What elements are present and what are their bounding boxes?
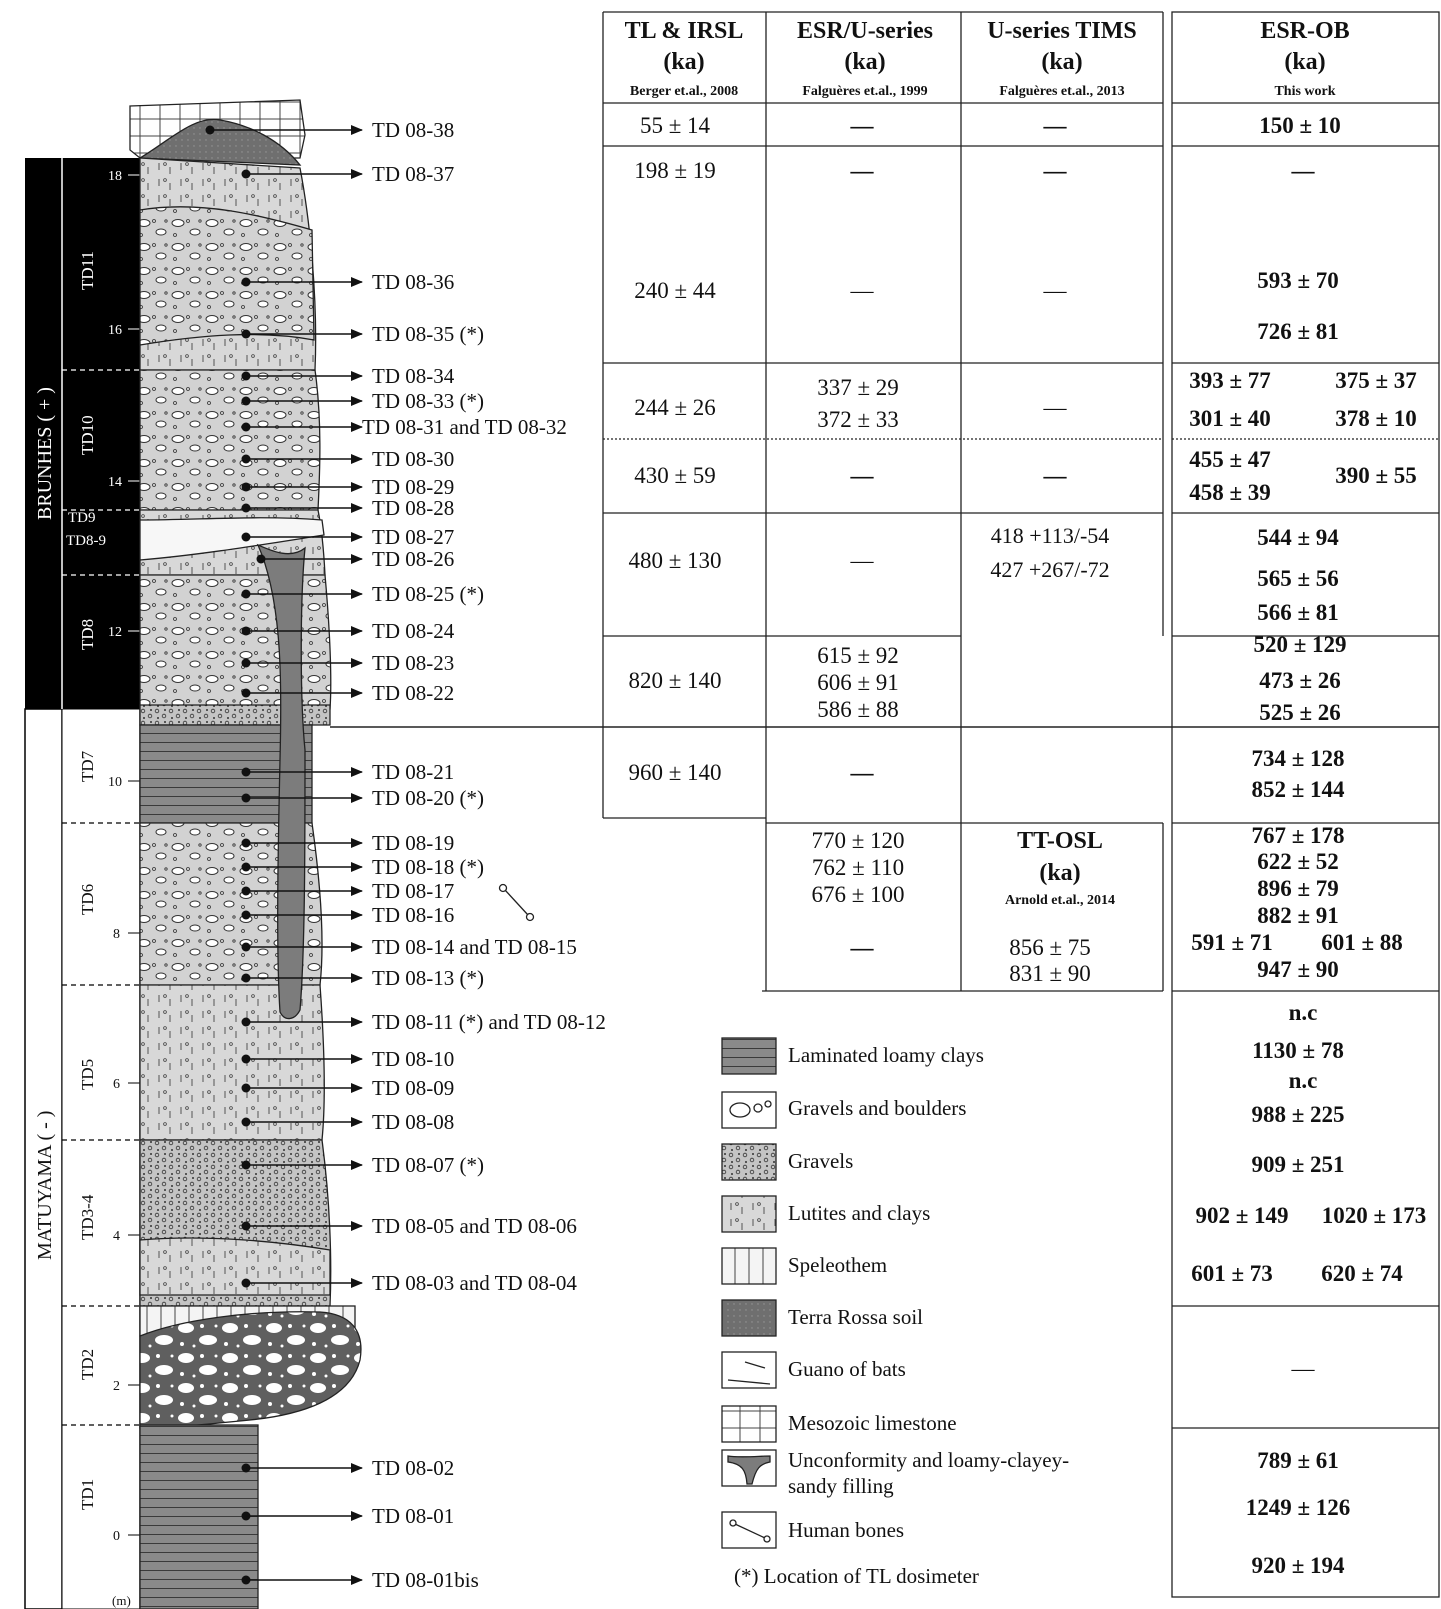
esru-dash: — bbox=[850, 278, 874, 303]
unit-td9: TD9 bbox=[68, 510, 96, 526]
unit-td8: TD8 bbox=[78, 618, 97, 650]
esrob-value: 622 ± 52 bbox=[1257, 849, 1339, 874]
unit-td7: TD7 bbox=[78, 750, 97, 782]
legend-label: Unconformity and loamy-clayey- bbox=[788, 1448, 1070, 1472]
sample-label: TD 08-07 (*) bbox=[372, 1153, 484, 1177]
esrob-value: 375 ± 37 bbox=[1335, 368, 1417, 393]
esru-value: 606 ± 91 bbox=[817, 670, 899, 695]
sample-label: TD 08-08 bbox=[372, 1110, 455, 1134]
legend bbox=[722, 1038, 776, 1548]
header-useries-title: U-series TIMS bbox=[987, 18, 1137, 44]
sample-label: TD 08-38 bbox=[372, 118, 455, 142]
esru-value: 586 ± 88 bbox=[817, 697, 899, 722]
esrob-value: 150 ± 10 bbox=[1259, 113, 1341, 138]
tl-value: 430 ± 59 bbox=[634, 463, 716, 488]
legend-label: Terra Rossa soil bbox=[788, 1305, 924, 1329]
legend-label: Gravels and boulders bbox=[788, 1096, 967, 1120]
esrob-value: 565 ± 56 bbox=[1257, 566, 1339, 591]
esrob-value: 301 ± 40 bbox=[1189, 406, 1271, 431]
sample-label: TD 08-27 bbox=[372, 525, 455, 549]
esrob-value: n.c bbox=[1288, 1068, 1318, 1093]
header-useries-ref: Falguères et.al., 2013 bbox=[999, 84, 1125, 99]
esrob-value: 525 ± 26 bbox=[1259, 700, 1341, 725]
esrob-value: 726 ± 81 bbox=[1257, 319, 1339, 344]
table-values bbox=[628, 113, 1109, 986]
ttosl-value: 856 ± 75 bbox=[1009, 935, 1091, 960]
unit-td3-4: TD3-4 bbox=[78, 1194, 97, 1240]
depth-tick: 4 bbox=[113, 1229, 120, 1244]
esrob-value: 896 ± 79 bbox=[1257, 876, 1339, 901]
sample-label: TD 08-31 and TD 08-32 bbox=[362, 415, 567, 439]
legend-note: (*) Location of TL dosimeter bbox=[734, 1564, 979, 1588]
unit-column-upper bbox=[62, 158, 140, 709]
esru-value: 337 ± 29 bbox=[817, 375, 899, 400]
esru-value: 762 ± 110 bbox=[811, 855, 905, 880]
esru-dash: — bbox=[850, 463, 874, 488]
esru-dash: — bbox=[850, 935, 874, 960]
sample-label: TD 08-23 bbox=[372, 651, 455, 675]
tl-value: 244 ± 26 bbox=[634, 395, 716, 420]
sample-label: TD 08-21 bbox=[372, 760, 455, 784]
sample-label: TD 08-11 (*) and TD 08-12 bbox=[372, 1010, 606, 1034]
legend-swatch-lutites bbox=[722, 1196, 776, 1232]
unit-td2: TD2 bbox=[78, 1348, 97, 1380]
esrob-value: 852 ± 144 bbox=[1251, 777, 1345, 802]
esru-value: 770 ± 120 bbox=[811, 828, 905, 853]
header-esru-unit: (ka) bbox=[844, 49, 886, 75]
sample-label: TD 08-10 bbox=[372, 1047, 455, 1071]
useries-value: 418 +113/-54 bbox=[990, 523, 1110, 548]
esrob-value: 1130 ± 78 bbox=[1252, 1038, 1344, 1063]
esrob-value: 593 ± 70 bbox=[1257, 268, 1339, 293]
depth-tick: 10 bbox=[108, 775, 122, 790]
header-tl-unit: (ka) bbox=[663, 49, 705, 75]
esrob-value: 1020 ± 173 bbox=[1321, 1203, 1427, 1228]
header-ttosl-unit: (ka) bbox=[1039, 860, 1081, 886]
legend-swatch-terra-rossa bbox=[722, 1300, 776, 1336]
sample-label: TD 08-14 and TD 08-15 bbox=[372, 935, 577, 959]
header-ttosl-ref: Arnold et.al., 2014 bbox=[1004, 893, 1116, 908]
legend-label: Speleothem bbox=[788, 1253, 888, 1277]
depth-tick: 2 bbox=[113, 1379, 120, 1394]
legend-label: Laminated loamy clays bbox=[788, 1043, 984, 1067]
unit-td1: TD1 bbox=[78, 1478, 97, 1510]
esrob-value: 458 ± 39 bbox=[1189, 480, 1271, 505]
legend-label: Human bones bbox=[788, 1518, 905, 1542]
sample-label: TD 08-01bis bbox=[372, 1568, 479, 1592]
useries-dash: — bbox=[1043, 113, 1067, 138]
legend-swatch-gravels bbox=[722, 1144, 776, 1180]
esrob-value: 734 ± 128 bbox=[1251, 746, 1345, 771]
esru-dash: — bbox=[850, 113, 874, 138]
tl-value: 960 ± 140 bbox=[628, 760, 722, 785]
sample-label: TD 08-28 bbox=[372, 496, 455, 520]
td10-layer bbox=[140, 370, 320, 510]
tl-value: 480 ± 130 bbox=[628, 548, 722, 573]
header-tl-ref: Berger et.al., 2008 bbox=[629, 84, 739, 99]
tl-value: 240 ± 44 bbox=[634, 278, 716, 303]
sample-label: TD 08-16 bbox=[372, 903, 455, 927]
sample-label: TD 08-17 bbox=[372, 879, 455, 903]
sample-label: TD 08-03 and TD 08-04 bbox=[372, 1271, 577, 1295]
ttosl-value: 831 ± 90 bbox=[1009, 961, 1091, 986]
unit-td5: TD5 bbox=[78, 1058, 97, 1090]
esrob-value: 566 ± 81 bbox=[1257, 600, 1339, 625]
depth-tick: 18 bbox=[108, 169, 122, 184]
esrob-value: 591 ± 71 bbox=[1191, 930, 1273, 955]
tl-value: 198 ± 19 bbox=[634, 158, 716, 183]
td11-gravel bbox=[140, 207, 314, 345]
header-esrob-unit: (ka) bbox=[1284, 49, 1326, 75]
useries-dash: — bbox=[1043, 158, 1067, 183]
header-esru-ref: Falguères et.al., 1999 bbox=[802, 84, 928, 99]
unit-column-lower bbox=[62, 709, 140, 1609]
esrob-value: 920 ± 194 bbox=[1251, 1553, 1345, 1578]
legend-label: sandy filling bbox=[788, 1474, 894, 1498]
esrob-value: 601 ± 88 bbox=[1321, 930, 1403, 955]
legend-label: Guano of bats bbox=[788, 1357, 906, 1381]
esru-dash: — bbox=[850, 548, 874, 573]
esrob-value: n.c bbox=[1288, 1000, 1318, 1025]
matuyama-label: MATUYAMA ( - ) bbox=[34, 1110, 56, 1260]
depth-tick: 0 bbox=[113, 1529, 120, 1544]
sample-label: TD 08-26 bbox=[372, 547, 455, 571]
depth-tick: 12 bbox=[108, 625, 122, 640]
sample-label: TD 08-18 (*) bbox=[372, 855, 484, 879]
sample-label: TD 08-25 (*) bbox=[372, 582, 484, 606]
esrob-values bbox=[1189, 113, 1426, 1578]
depth-tick: 16 bbox=[108, 323, 122, 338]
td2-terra-rossa bbox=[140, 1312, 361, 1428]
unit-td6: TD6 bbox=[78, 883, 97, 915]
esrob-value: 1249 ± 126 bbox=[1245, 1495, 1351, 1520]
sample-label: TD 08-34 bbox=[372, 364, 455, 388]
useries-value: 427 +267/-72 bbox=[990, 557, 1110, 582]
depth-tick: 8 bbox=[113, 927, 120, 942]
esrob-value: 455 ± 47 bbox=[1189, 447, 1271, 472]
legend-swatch-speleothem bbox=[722, 1248, 776, 1284]
esrob-value: 909 ± 251 bbox=[1251, 1152, 1345, 1177]
legend-swatch-limestone bbox=[722, 1406, 776, 1442]
esru-dash: — bbox=[850, 760, 874, 785]
tl-value: 820 ± 140 bbox=[628, 668, 722, 693]
unit-td11: TD11 bbox=[78, 250, 97, 290]
header-esrob-ref: This work bbox=[1274, 84, 1336, 99]
header-esrob-title: ESR-OB bbox=[1260, 18, 1350, 44]
esrob-dash: — bbox=[1291, 158, 1315, 183]
esrob-value: 789 ± 61 bbox=[1257, 1448, 1339, 1473]
sample-label: TD 08-13 (*) bbox=[372, 966, 484, 990]
useries-dash: — bbox=[1043, 278, 1067, 303]
td1-layer bbox=[140, 1425, 258, 1609]
depth-tick: 14 bbox=[108, 475, 122, 490]
td34-lutite bbox=[140, 1238, 330, 1295]
sample-label: TD 08-22 bbox=[372, 681, 455, 705]
sample-label: TD 08-33 (*) bbox=[372, 389, 484, 413]
esrob-dash: — bbox=[1291, 1356, 1315, 1381]
esrob-value: 378 ± 10 bbox=[1335, 406, 1417, 431]
esrob-value: 520 ± 129 bbox=[1253, 632, 1347, 657]
sample-label: TD 08-20 (*) bbox=[372, 786, 484, 810]
header-tl-title: TL & IRSL bbox=[624, 18, 744, 44]
unit-td10: TD10 bbox=[78, 415, 97, 455]
esrob-value: 544 ± 94 bbox=[1257, 525, 1339, 550]
esrob-value: 988 ± 225 bbox=[1251, 1102, 1345, 1127]
sample-label: TD 08-01 bbox=[372, 1504, 455, 1528]
unit-td8-9: TD8-9 bbox=[66, 533, 106, 549]
esrob-value: 902 ± 149 bbox=[1195, 1203, 1289, 1228]
esrob-value: 947 ± 90 bbox=[1257, 957, 1339, 982]
useries-dash: — bbox=[1043, 395, 1067, 420]
tl-value: 55 ± 14 bbox=[639, 113, 711, 138]
sample-label: TD 08-05 and TD 08-06 bbox=[372, 1214, 577, 1238]
legend-label: Mesozoic limestone bbox=[788, 1411, 957, 1435]
esru-value: 372 ± 33 bbox=[817, 407, 899, 432]
esru-value: 676 ± 100 bbox=[811, 882, 905, 907]
sample-label: TD 08-19 bbox=[372, 831, 455, 855]
sample-label: TD 08-37 bbox=[372, 162, 455, 186]
sample-label: TD 08-29 bbox=[372, 475, 455, 499]
header-esru-title: ESR/U-series bbox=[797, 18, 933, 44]
esrob-value: 620 ± 74 bbox=[1321, 1261, 1403, 1286]
header-ttosl-title: TT-OSL bbox=[1017, 828, 1103, 854]
esru-dash: — bbox=[850, 158, 874, 183]
esrob-value: 393 ± 77 bbox=[1189, 368, 1271, 393]
esru-value: 615 ± 92 bbox=[817, 643, 899, 668]
esrob-value: 882 ± 91 bbox=[1257, 903, 1339, 928]
sample-label: TD 08-35 (*) bbox=[372, 322, 484, 346]
legend-labels bbox=[734, 1043, 1069, 1588]
legend-swatch-laminated bbox=[722, 1038, 776, 1074]
legend-label: Gravels bbox=[788, 1149, 854, 1173]
sample-label: TD 08-02 bbox=[372, 1456, 455, 1480]
sample-label: TD 08-36 bbox=[372, 270, 455, 294]
sample-label: TD 08-09 bbox=[372, 1076, 455, 1100]
sample-label: TD 08-24 bbox=[372, 619, 455, 643]
sample-label: TD 08-30 bbox=[372, 447, 455, 471]
esrob-value: 767 ± 178 bbox=[1251, 823, 1345, 848]
legend-label: Lutites and clays bbox=[788, 1201, 931, 1225]
esrob-value: 390 ± 55 bbox=[1335, 463, 1417, 488]
strat-column bbox=[130, 100, 361, 1609]
brunhes-label: BRUNHES ( + ) bbox=[34, 387, 56, 520]
esrob-value: 601 ± 73 bbox=[1191, 1261, 1273, 1286]
depth-unit: (m) bbox=[112, 1593, 131, 1608]
human-bone-icon bbox=[500, 885, 534, 921]
depth-tick: 6 bbox=[113, 1077, 120, 1092]
esrob-value: 473 ± 26 bbox=[1259, 668, 1341, 693]
header-useries-unit: (ka) bbox=[1041, 49, 1083, 75]
useries-dash: — bbox=[1043, 463, 1067, 488]
